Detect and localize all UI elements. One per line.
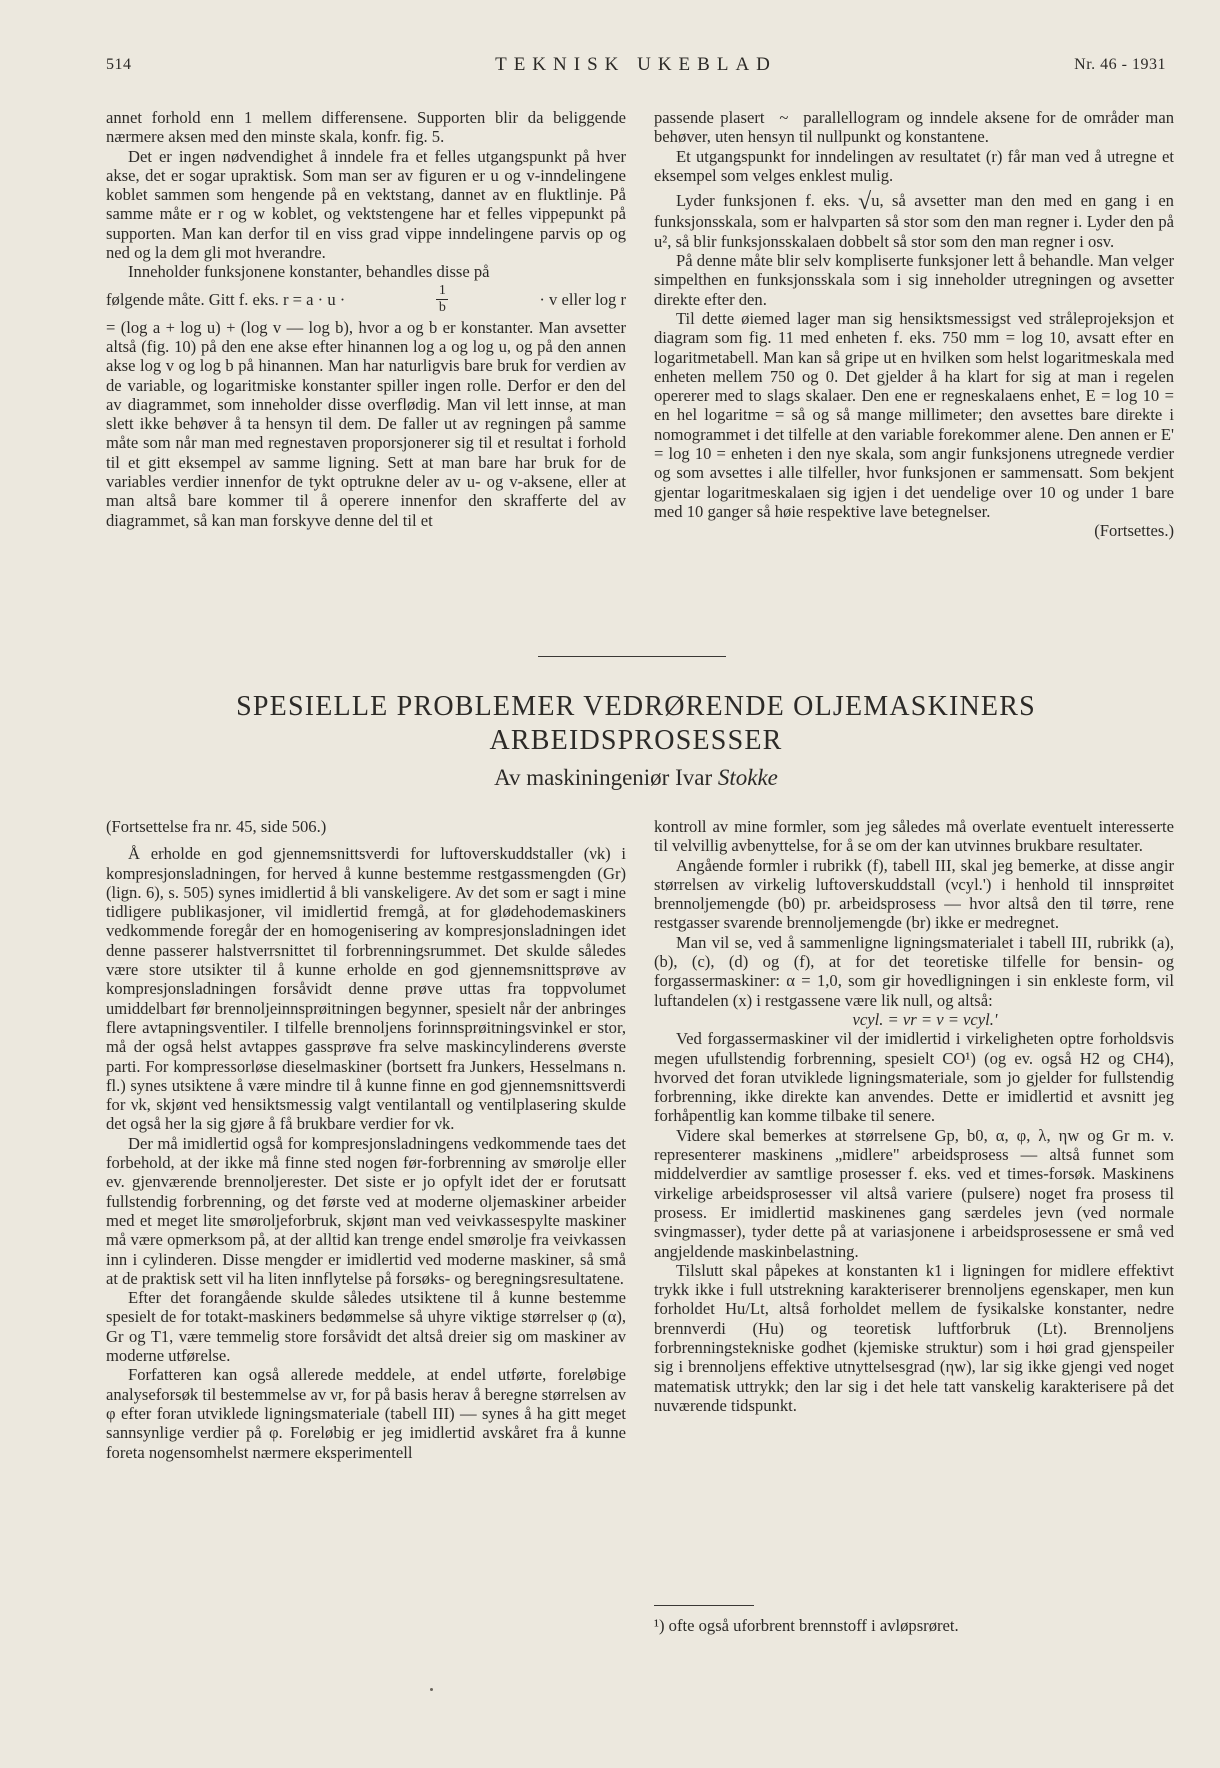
- text-run: Lyder funksjonen f. eks.: [676, 191, 850, 211]
- article1-right-column: [654, 108, 1174, 541]
- print-speck: [430, 1688, 433, 1691]
- continuation-note: (Fortsettelse fra nr. 45, side 506.): [106, 817, 327, 836]
- byline: [106, 765, 1166, 791]
- paragraph: På denne måte blir selv kompliserte funksjoner lett å behandle. Man velger simpelthen en funksjonsskala som i sig inneholder utregningen og avsetter direkte efter den.: [654, 251, 1174, 309]
- paragraph: annet forhold enn 1 mellem differensene. Supporten blir da beliggende nærmere aksen med den minste skala, konfr. fig. 5.: [106, 108, 626, 147]
- author-name: Stokke: [717, 765, 778, 790]
- square-root-symbol: √: [858, 189, 872, 216]
- journal-title: TEKNISK UKEBLAD: [495, 54, 777, 75]
- paragraph: kontroll av mine formler, som jeg således må overlate eventuelt interesserte til velvillig avbenyttelse, for å se om der kan utvinnes brukbare resultater.: [654, 817, 1174, 856]
- paragraph: Forfatteren kan også allerede meddele, at endel utførte, foreløbige analyseforsøk til bestemmelse av νr, for på basis herav å beregne størrelsen av φ efter foran utviklede ligningsmateriale (tabell III) — synes å ha gitt meget sannsynlige verdier på φ. Foreløbig er jeg imidlertid avskåret fra å kunne foreta nogensomhelst nærmere eksperimentell: [106, 1365, 626, 1462]
- paragraph: Det er ingen nødvendighet å inndele fra et felles utgangspunkt på hver akse, det er sogar upraktisk. Som man ser av figuren er u og v-inndelingene koblet sammen som hengende på en vektstang, dannet av en fluktlinje. På samme måte er r og w koblet, og vektstengene har et felles vippepunkt på supporten. Man kan derfor til en viss grad vippe inndelingene parvis op og ned og la dem gli mot hverandre.: [106, 146, 626, 263]
- running-head: [106, 56, 1166, 80]
- title-line: ARBEIDSPROSESSER: [489, 725, 783, 756]
- parallelogram-symbol: ~: [779, 108, 789, 127]
- byline-prefix: Av maskiningeniør Ivar: [494, 765, 713, 790]
- text-run: u, så avsetter man den med en gang i en funksjonsskala, som er halvparten så stor som den man regner i. Lyder den på u², så blir funksjonsskalaen dobbelt så stor som den man regner i osv.: [654, 191, 1174, 251]
- article1-left-column: [106, 108, 626, 530]
- page-number: 514: [106, 56, 132, 73]
- continued-note: (Fortsettes.): [1094, 521, 1174, 541]
- article2-left-column: [106, 817, 626, 1462]
- article-title: [106, 690, 1166, 758]
- title-line: SPESIELLE PROBLEMER VEDRØRENDE OLJEMASKINERS: [236, 691, 1036, 722]
- paragraph: Efter det forangående skulde således utsiktene til å kunne bestemme spesielt de for totakt-maskiners bedømmelse så uhyre viktige størrelser φ (α), Gr og T1, være temmelig store forsåvidt det altså dreier sig om maskiner av moderne utførelse.: [106, 1288, 626, 1366]
- paragraph: Angående formler i rubrikk (f), tabell III, skal jeg bemerke, at disse angir størrelsen av virkelig luftoverskuddstall (νcyl.') i henhold til innsprøitet brennoljemengde (b0) pr. arbeidsprosess — hvor altså den til tørre, rene restgasser svarende brennoljemengde (br) ikke er medregnet.: [654, 855, 1174, 933]
- equation-right: · v eller log r: [539, 290, 626, 310]
- paragraph: [654, 191, 1174, 251]
- text-run: passende plasert: [654, 108, 765, 127]
- issue-number: Nr. 46 - 1931: [1074, 56, 1166, 73]
- paragraph: = (log a + log u) + (log v — log b), hvor a og b er konstanter. Man avsetter altså (fig. 10) på den ene akse efter hinannen log a og log u, og på den annen akse log v og log b på hinannen. Man har naturligvis bare bruk for verdien av de variable, og logaritmiske konstanter spiller ingen rolle. Derfor er den del av diagrammet, som inneholder disse overflødig. Man vil lett innse, at man slett ikke behøver å ta hensyn til dem. De faller ut av regningen på samme måte som når man med regnestaven proporsjonerer sig til et resultat i forhold til et gitt eksempel av samme ligning. Sett at man bare har bruk for de variables verdier innenfor de tykt optrukne deler av u- og v-aksene, eller at man altså bare kommer til å operere innenfor den skrafferte del av diagrammet, så kan man forskyve denne del til et: [106, 317, 626, 530]
- text-run: parallellogram og inndele aksene for de områder man behøver, uten hensyn til nullpunkt og konstantene.: [654, 108, 1175, 147]
- display-formula: νcyl. = νr = ν = νcyl.': [852, 1009, 998, 1029]
- footnote-rule: [654, 1605, 754, 1606]
- paragraph: Et utgangspunkt for inndelingen av resultatet (r) får man ved å utregne et eksempel som velges enklest mulig.: [654, 146, 1174, 185]
- paragraph: Videre skal bemerkes at størrelsene Gp, b0, α, φ, λ, ηw og Gr m. v. representerer maskinens „midlere" arbeidsprosess — altså funnet som middelverdier av samtlige prosesser f. eks. ved et times-forsøk. Maskinens virkelige arbeidsprosesser vil altså variere (pulsere) noget fra prosess til prosess. Er imidlertid maskinenes gang særdeles jevn (ved normale svingmasser), tyder dette på at variasjonene i arbeidsprosessene er små ved angjeldende maskinbelastning.: [654, 1125, 1174, 1261]
- article2-right-column: [654, 817, 1174, 1415]
- paragraph: Til dette øiemed lager man sig hensiktsmessigst ved stråleprojeksjon et diagram som fig. 11 med enheten f. eks. 750 mm = log 10, avsatt efter en logaritmetabell. Man kan så gripe ut en hvilken som helst logaritmeskala med enheten mellem 750 og 0. Det gjelder å ha klart for sig at man i regelen opererer med to slags skalaer. Den ene er regneskalaens enhet, E = log 10 = en hel logaritme = så og så mange millimeter; den avsettes bare direkte i nomogrammet i det tilfelle at den variable forekommer alene. Den annen er E' = log 10 = enheten i den nye skala, som angir funksjonens utregnede verdier og som avsettes i alle tilfeller, hvor funksjonen er sammensatt. Som bekjent gjentar logaritmeskalaen sig igjen i det uendelige over 10 og under 1 bare med 10 ganger så høie respektive lave betegnelser.: [654, 308, 1174, 521]
- section-divider: [538, 656, 726, 657]
- paragraph: Man vil se, ved å sammenligne ligningsmaterialet i tabell III, rubrikk (a), (b), (c), (d) og (f), at for det teoretiske tilfelle for bensin- og forgassermaskiner: α = 1,0, som gir hovedligningen i sin enkleste form, vil luftandelen (x) i restgassene være lik null, og altså:: [654, 932, 1174, 1010]
- paragraph: Ved forgassermaskiner vil der imidlertid i virkeligheten optre forholdsvis megen ufullstendig forbrenning, spesielt CO¹) (og ev. også H2 og CH4), hvorved det foran utviklede ligningsmateriale, som jo gjelder for fullstendig forbrenning, ikke direkte kan anvendes. Dette er imidlertid et avsnitt jeg forhåpentlig kan komme tilbake til senere.: [654, 1029, 1174, 1126]
- paragraph: Inneholder funksjonene konstanter, behandles disse på: [128, 262, 490, 282]
- paragraph: Å erholde en god gjennemsnittsverdi for luftoverskuddstaller (νk) i kompresjonsladningen, for herved å kunne bestemme restgassmengden (Gr) (lign. 6), s. 505) synes imidlertid å bli vanskeligere. Av det som er sagt i mine tidligere publikasjoner, vil imidlertid fremgå, at for glødehodemaskiners vedkommende foregår der en homogenisering av kompresjonsladningen idet denne passerer halstverrsnittet til forbrenningsrummet. Det skulde således være store utsikter til å kunne erholde en god gjennemsnittsprøve av kompresjonsladningen forsåvidt denne prøve uttas fra toppvolumet umiddelbart før brennoljeinnsprøitningen begynner, spesielt når der anbringes flere avtapningsventiler. I tilfelle brennoljens forinnsprøitningsvinkel er stor, må der også helst avtappes gassprøve fra selve maskincylinderens øverste parti. For kompressorløse dieselmaskiner (bortsett fra Junkers, Hesselmans n. fl.) synes utsiktene å være mindre til å kunne finne en god gjennemsnittsverdi for νk, skjønt ved hensiktsmessig valgt ventilantall og ventilplasering skulde det også her la sig gjøre å få brukbare verdier for νk.: [106, 844, 626, 1134]
- fraction-numerator: 1: [438, 283, 446, 299]
- fraction-denominator: b: [438, 300, 446, 316]
- inline-equation: [106, 282, 626, 318]
- equation-left: følgende måte. Gitt f. eks. r = a · u ·: [106, 290, 346, 310]
- fraction: [436, 284, 448, 315]
- paragraph: Der må imidlertid også for kompresjonsladningens vedkommende taes det forbehold, at der ikke må finne sted nogen før-forbrenning av smørolje eller ev. gjenværende brennoljerester. Det siste er jo opfylt idet der er forutsatt fullstendig forbrenning, og det første ved at moderne oljemaskiner arbeider med et meget lite smøroljeforbruk, skjønt man ved veivkassespylte maskiner må være opmerksom på, at der alltid kan trenge endel smørolje fra veivkassen inn i cylinderen. Disse mengder er imidlertid ved moderne maskiner, så små at de praktisk sett vil ha liten innflytelse på forsøks- og beregningsresultatene.: [106, 1133, 626, 1288]
- paragraph: Tilslutt skal påpekes at konstanten k1 i ligningen for midlere effektivt trykk ikke i full utstrekning karakteriserer brennoljens egenskaper, men kun forholdet Hu/Lt, altså forholdet mellem de fysikalske konstanter, nedre brennverdi (Hu) og teoretisk luftforbruk (Lt). Brennoljens forbrenningstekniske godhet (kjemiske struktur) som i høi grad gjenspeiler sig i brennoljens effektive utnyttelsesgrad (ηw), lar sig ikke gjengi ved noget matematisk uttrykk; den lar sig i det hele tatt vanskelig karakterisere på det nuværende tidspunkt.: [654, 1260, 1174, 1415]
- paragraph: [654, 108, 1174, 147]
- footnote: ¹) ofte også uforbrent brennstoff i avløpsrøret.: [654, 1616, 959, 1635]
